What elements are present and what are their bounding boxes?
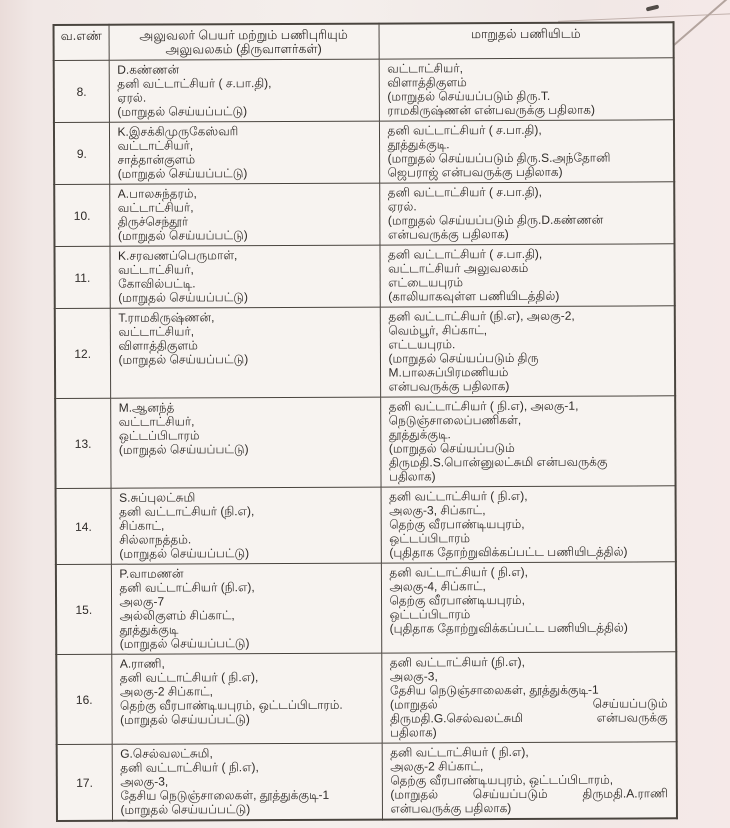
serial-cell: 12. — [55, 308, 110, 398]
cell-line: என்பவருக்கு பதிலாக) — [390, 801, 512, 816]
cell-line: (மாறுதல் செய்யப்படும் — [388, 440, 515, 456]
cell-line: (மாறுதல் செய்யப்பட்டு) — [118, 442, 249, 457]
officer-column-header-line2: அலுவலகம் (திருவாளர்கள்) — [165, 41, 322, 57]
cell-line: (மாறுதல் செய்யப்பட்டு) — [117, 104, 248, 119]
cell-line: வெம்பூர், சிப்காட், — [388, 323, 488, 338]
transfer-cell — [380, 396, 675, 487]
cell-line: திருமதி.G.செல்வலட்சுமி என்பவருக்கு — [390, 710, 668, 726]
cell-line: திருச்செந்தூர் — [117, 214, 189, 229]
table-row — [54, 58, 674, 123]
cell-line: சாத்தான்குளம் — [117, 152, 196, 167]
cell-line: தனி வட்டாட்சியர் ( ச.பா.தி), — [387, 184, 543, 200]
cell-line: தனி வட்டாட்சியர் ( நி.எ), — [389, 488, 528, 504]
cell-line: A.பாலசுந்தரம், — [117, 186, 197, 201]
table-row — [55, 306, 675, 399]
cell-line: (மாறுதல் செய்யப்படும் திருமதி.A.ராணி — [390, 786, 668, 802]
cell-line: G.செல்வலட்சுமி, — [120, 746, 213, 761]
cell-line: சில்லாநத்தம். — [119, 532, 192, 547]
cell-line: அலகு-7 — [119, 594, 165, 609]
cell-line: விளாத்திகுளம் — [387, 75, 467, 90]
cell-line: P.வாமணன் — [119, 566, 184, 581]
cell-line: (மாறுதல் செய்யப்படும் திரு — [388, 350, 539, 366]
transfer-cell — [381, 562, 676, 653]
cell-line: வட்டாட்சியர், — [118, 262, 194, 277]
table-row — [56, 652, 676, 745]
cell-line: எட்டயபுரம். — [388, 337, 456, 352]
cell-line: தனி வட்டாட்சியர் (நி.எ), — [389, 654, 526, 670]
cell-line: தனி வட்டாட்சியர் ( நி.எ), அலகு-1, — [388, 398, 579, 414]
serial-cell: 14. — [56, 488, 111, 564]
officer-cell — [111, 487, 381, 564]
table-row — [54, 244, 674, 309]
cell-line: தெற்கு வீரபாண்டியபுரம், — [389, 516, 525, 532]
cell-line: அலகு-2 சிப்காட், — [119, 684, 214, 699]
transfer-cell — [379, 244, 674, 307]
cell-line: (மாறுதல் செய்யப்பட்டு) — [117, 228, 248, 243]
officer-column-header-line1: அலுவலர் பெயர் மற்றும் பணிபுரியும் — [139, 27, 348, 43]
cell-line: தனி வட்டாட்சியர் ( ச.பா.தி), — [117, 76, 272, 91]
cell-line: தனி வட்டாட்சியர் ( நி.எ), — [390, 744, 529, 760]
cell-line: ஒட்டப்பிடாரம் — [389, 607, 471, 622]
cell-line: தூத்துக்குடி. — [388, 427, 451, 442]
cell-line: என்பவருக்கு பதிலாக) — [388, 379, 510, 394]
cell-line: பதிலாக) — [390, 725, 437, 740]
cell-line: எட்டையபுரம் — [388, 275, 464, 290]
cell-line: தேசிய நெடுஞ்சாலைகள், தூத்துக்குடி-1 — [389, 682, 599, 698]
cell-line: வட்டாட்சியர், — [117, 200, 194, 215]
cell-line: தனி வட்டாட்சியர் (நி.எ), — [119, 504, 255, 519]
cell-line: தெற்கு வீரபாண்டியபுரம், — [389, 592, 525, 608]
cell-line: ஏரல். — [387, 199, 417, 214]
table-row — [56, 562, 676, 655]
serial-column-header: வ.எண் — [54, 25, 109, 61]
transfer-order-table — [53, 21, 678, 822]
serial-cell: 15. — [56, 564, 111, 654]
cell-line: ஏரல். — [117, 90, 147, 105]
cell-line: வட்டாட்சியர், — [387, 61, 463, 76]
serial-cell: 8. — [54, 60, 109, 122]
cell-line: வட்டாட்சியர், — [117, 138, 194, 153]
serial-cell: 11. — [54, 246, 109, 308]
cell-line: (மாறுதல் செய்யப்படும் திரு.T. — [387, 88, 551, 104]
cell-line: கோவில்பட்டி. — [118, 276, 196, 291]
cell-line: K.சரவணப்பெருமாள், — [117, 248, 238, 263]
cell-line: (மாறுதல் செய்யப்பட்டு) — [120, 802, 251, 817]
serial-cell: 10. — [54, 184, 109, 246]
cell-line: திருமதி.S.பொன்னுலட்சுமி என்பவருக்கு — [388, 454, 608, 470]
cell-line: அலகு-2 சிப்காட், — [390, 759, 484, 774]
cell-line: M.ஆனந்த் — [118, 400, 175, 415]
cell-line: அலகு-3, சிப்காட், — [389, 503, 486, 518]
cell-line: ஒட்டப்பிடாரம் — [389, 531, 471, 546]
cell-line: தூத்துக்குடி. — [387, 137, 450, 152]
cell-line: (மாறுதல் செய்யப்பட்டு) — [119, 546, 250, 561]
table-row — [54, 182, 674, 247]
cell-line: அல்லிகுளம் சிப்காட், — [119, 608, 235, 623]
officer-column-header — [109, 24, 379, 61]
cell-line: A.ராணி, — [119, 656, 165, 671]
serial-cell: 16. — [56, 654, 111, 744]
serial-cell: 17. — [57, 744, 112, 821]
header-row — [54, 22, 674, 60]
cell-line: தனி வட்டாட்சியர் (நி.எ), — [119, 580, 255, 595]
cell-line: தனி வட்டாட்சியர் ( நி.எ), — [119, 670, 259, 685]
table-row — [54, 120, 674, 185]
cell-line: (காலியாகவுள்ள பணியிடத்தில்) — [388, 288, 560, 304]
cell-line: தெற்கு வீரபாண்டியபுரம், ஒட்டப்பிடாரம். — [119, 697, 343, 713]
serial-cell: 13. — [55, 398, 110, 488]
cell-line: (புதிதாக தோற்றுவிக்கப்பட்ட பணியிடத்தில்) — [389, 544, 628, 560]
officer-cell — [111, 653, 381, 744]
transfer-cell — [382, 742, 677, 820]
cell-line: தனி வட்டாட்சியர் ( நி.எ), — [389, 564, 528, 580]
officer-cell — [109, 121, 379, 184]
cell-line: (புதிதாக தோற்றுவிக்கப்பட்ட பணியிடத்தில்) — [389, 620, 628, 636]
transfer-column-header: மாறுதல் பணியிடம் — [379, 22, 674, 59]
cell-line: தனி வட்டாட்சியர் ( நி.எ), — [120, 760, 259, 775]
officer-cell — [112, 743, 382, 821]
cell-line: தெற்கு வீரபாண்டியபுரம், ஒட்டப்பிடாரம், — [390, 772, 614, 788]
table-row — [55, 396, 675, 489]
cell-line: T.ராமகிருஷ்ணன், — [118, 310, 215, 325]
table-row — [57, 742, 677, 821]
cell-line: விளாத்திகுளம் — [118, 338, 198, 353]
cell-line: பதிலாக) — [388, 469, 436, 484]
cell-line: வட்டாட்சியர் அலுவலகம் — [388, 260, 529, 276]
transfer-cell — [380, 306, 675, 397]
cell-line: தனி வட்டாட்சியர் ( ச.பா.தி), — [387, 122, 542, 138]
cell-line: ராமகிருஷ்ணன் என்பவருக்கு பதிலாக) — [387, 102, 595, 118]
page-corner-fold-line — [673, 0, 730, 46]
officer-cell — [109, 59, 379, 122]
table-body — [54, 58, 677, 821]
officer-cell — [111, 563, 381, 654]
cell-line: அலகு-3, — [389, 669, 438, 684]
cell-line: சிப்காட், — [119, 518, 165, 533]
cell-line: தூத்துக்குடி — [119, 622, 179, 637]
cell-line: தனி வட்டாட்சியர் ( ச.பா.தி), — [387, 246, 543, 262]
cell-line: K.இசக்கிமுருகேஸ்வரி — [117, 124, 239, 139]
transfer-cell — [379, 182, 674, 245]
serial-cell: 9. — [54, 122, 109, 184]
cell-line: (மாறுதல் செய்யப்படும் திரு.S.அந்தோனி — [387, 150, 611, 166]
cell-line: (மாறுதல் செய்யப்பட்டு) — [119, 636, 250, 651]
officer-cell — [109, 183, 379, 246]
ink-mark-artifact — [646, 4, 660, 11]
officer-cell — [110, 397, 380, 488]
cell-line: அலகு-3, — [120, 774, 169, 789]
cell-line: S.சுப்புலட்சுமி — [119, 490, 196, 505]
cell-line: நெடுஞ்சாலைப்பணிகள், — [388, 412, 522, 428]
cell-line: அலகு-4, சிப்காட், — [389, 579, 486, 594]
cell-line: D.கண்ணன் — [117, 62, 180, 77]
cell-line: என்பவருக்கு பதிலாக) — [387, 227, 509, 242]
cell-line: ஜெபராஜ் என்பவருக்கு பதிலாக) — [387, 164, 563, 180]
cell-line: வட்டாட்சியர், — [118, 324, 195, 339]
cell-line: தனி வட்டாட்சியர் (நி.எ), அலகு-2, — [388, 308, 575, 324]
officer-cell — [110, 307, 380, 398]
cell-line: ஒட்டப்பிடாரம் — [118, 428, 200, 443]
officer-cell — [109, 245, 379, 308]
cell-line: வட்டாட்சியர், — [118, 414, 195, 429]
cell-line: தேசிய நெடுஞ்சாலைகள், தூத்துக்குடி-1 — [120, 787, 330, 803]
table-row — [56, 486, 676, 565]
cell-line: (மாறுதல் செய்யப்படும் திரு.D.கண்ணன் — [387, 212, 604, 228]
cell-line: (மாறுதல் செய்யப்பட்டு) — [118, 290, 248, 305]
transfer-cell — [379, 58, 674, 121]
cell-line: (மாறுதல் செய்யப்பட்டு) — [117, 166, 248, 181]
transfer-cell — [379, 120, 674, 183]
cell-line: M.பாலசுப்பிரமணியம் — [388, 365, 509, 380]
cell-line: (மாறுதல் செய்யப்படும் — [389, 696, 668, 712]
transfer-cell — [381, 652, 676, 743]
cell-line: (மாறுதல் செய்யப்பட்டு) — [118, 352, 249, 367]
cell-line: (மாறுதல் செய்யப்பட்டு) — [120, 712, 250, 727]
transfer-cell — [381, 486, 676, 563]
